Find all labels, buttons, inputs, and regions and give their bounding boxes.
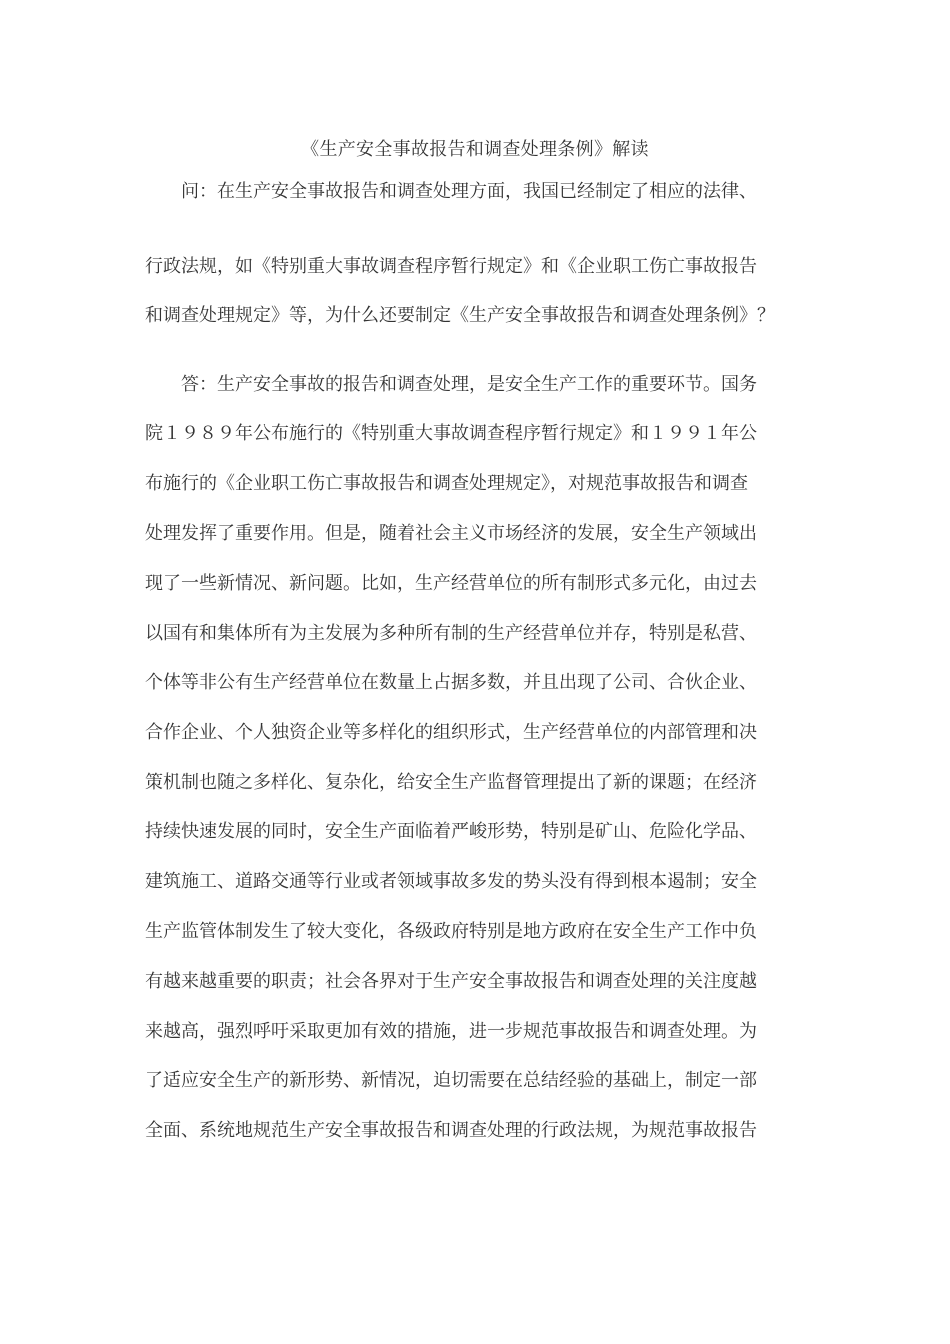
answer-line-15: 了适应安全生产的新形势、新情况，迫切需要在总结经验的基础上，制定一部 <box>145 1070 757 1091</box>
answer-line-4: 处理发挥了重要作用。但是，随着社会主义市场经济的发展，安全生产领域出 <box>145 523 757 544</box>
answer-line-14: 来越高，强烈呼吁采取更加有效的措施，进一步规范事故报告和调查处理。为 <box>145 1021 757 1042</box>
answer-line-1: 答：生产安全事故的报告和调查处理，是安全生产工作的重要环节。国务 <box>181 374 757 395</box>
answer-line-9: 策机制也随之多样化、复杂化，给安全生产监督管理提出了新的课题；在经济 <box>145 772 757 793</box>
answer-line-5: 现了一些新情况、新问题。比如，生产经营单位的所有制形式多元化，由过去 <box>145 573 757 594</box>
answer-line-6: 以国有和集体所有为主发展为多种所有制的生产经营单位并存，特别是私营、 <box>145 623 757 644</box>
answer-line-3: 布施行的《企业职工伤亡事故报告和调查处理规定》，对规范事故报告和调查 <box>145 473 748 494</box>
answer-line-16: 全面、系统地规范生产安全事故报告和调查处理的行政法规，为规范事故报告 <box>145 1120 757 1141</box>
answer-line-13: 有越来越重要的职责；社会各界对于生产安全事故报告和调查处理的关注度越 <box>145 971 757 992</box>
answer-line-11: 建筑施工、道路交通等行业或者领域事故多发的势头没有得到根本遏制；安全 <box>145 871 757 892</box>
question-line-2: 行政法规，如《特别重大事故调查程序暂行规定》和《企业职工伤亡事故报告 <box>145 256 757 277</box>
answer-line-12: 生产监管体制发生了较大变化，各级政府特别是地方政府在安全生产工作中负 <box>145 921 757 942</box>
question-line-3: 和调查处理规定》等，为什么还要制定《生产安全事故报告和调查处理条例》？ <box>145 305 775 326</box>
answer-line-8: 合作企业、个人独资企业等多样化的组织形式，生产经营单位的内部管理和决 <box>145 722 757 743</box>
answer-line-7: 个体等非公有生产经营单位在数量上占据多数，并且出现了公司、合伙企业、 <box>145 672 757 693</box>
document-title: 《生产安全事故报告和调查处理条例》解读 <box>301 139 649 160</box>
answer-line-2: 院１９８９年公布施行的《特别重大事故调查程序暂行规定》和１９９１年公 <box>145 423 757 444</box>
question-line-1: 问：在生产安全事故报告和调查处理方面，我国已经制定了相应的法律、 <box>181 181 757 202</box>
answer-line-10: 持续快速发展的同时，安全生产面临着严峻形势，特别是矿山、危险化学品、 <box>145 821 757 842</box>
